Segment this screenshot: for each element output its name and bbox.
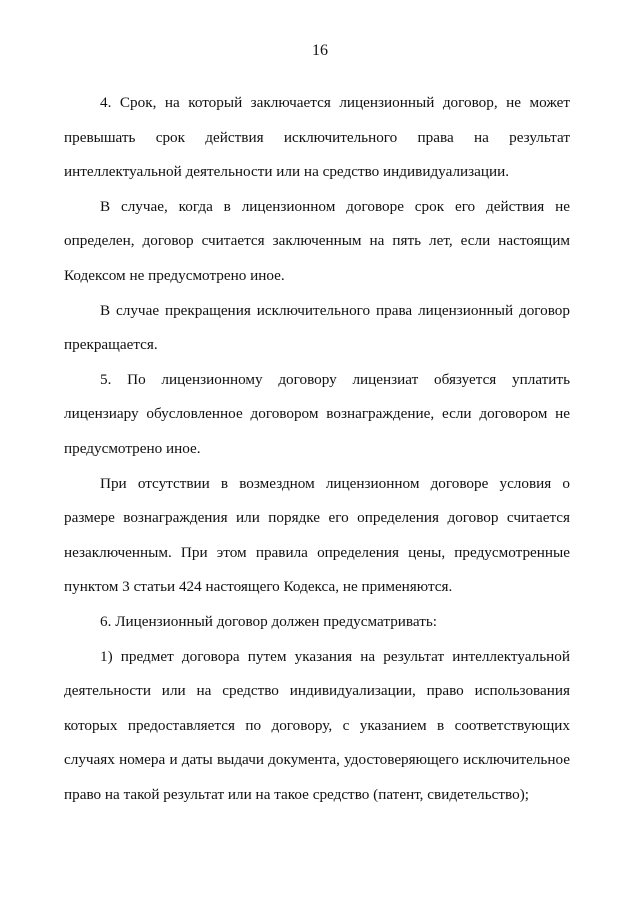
paragraph-subject-of-contract: 1) предмет договора путем указания на результат интеллектуальной деятельности или на средство индивидуализации, право использования которых предоставляется по договору, с указанием в соответствующих случаях номера и даты выдачи документа, удостоверяющего исключительное право на такой результат или на такое средство (патент, свидетельство); [64, 647, 570, 803]
paragraph-termination: В случае прекращения исключительного права лицензионный договор прекращается. [64, 301, 570, 354]
paragraph-clause-4-term: 4. Срок, на который заключается лицензионный договор, не может превышать срок действия исключительного права на результат интеллектуальной деятельности или на средство индивидуализации. [64, 94, 570, 181]
paragraph-clause-5-remuneration: 5. По лицензионному договору лицензиат обязуется уплатить лицензиару обусловленное договором вознаграждение, если договором не предусмотрено иное. [64, 370, 570, 457]
paragraph-term-undefined: В случае, когда в лицензионном договоре срок его действия не определен, договор считается заключенным на пять лет, если настоящим Кодексом не предусмотрено иное. [64, 197, 570, 284]
paragraph-no-remuneration-condition: При отсутствии в возмездном лицензионном договоре условия о размере вознаграждения или порядке его определения договор считается незаключенным. При этом правила определения цены, предусмотренные пунктом 3 статьи 424 настоящего Кодекса, не применяются. [64, 474, 570, 596]
document-body [64, 86, 570, 812]
paragraph-clause-6-requirements: 6. Лицензионный договор должен предусматривать: [100, 612, 438, 630]
page-number: 16 [312, 42, 328, 59]
